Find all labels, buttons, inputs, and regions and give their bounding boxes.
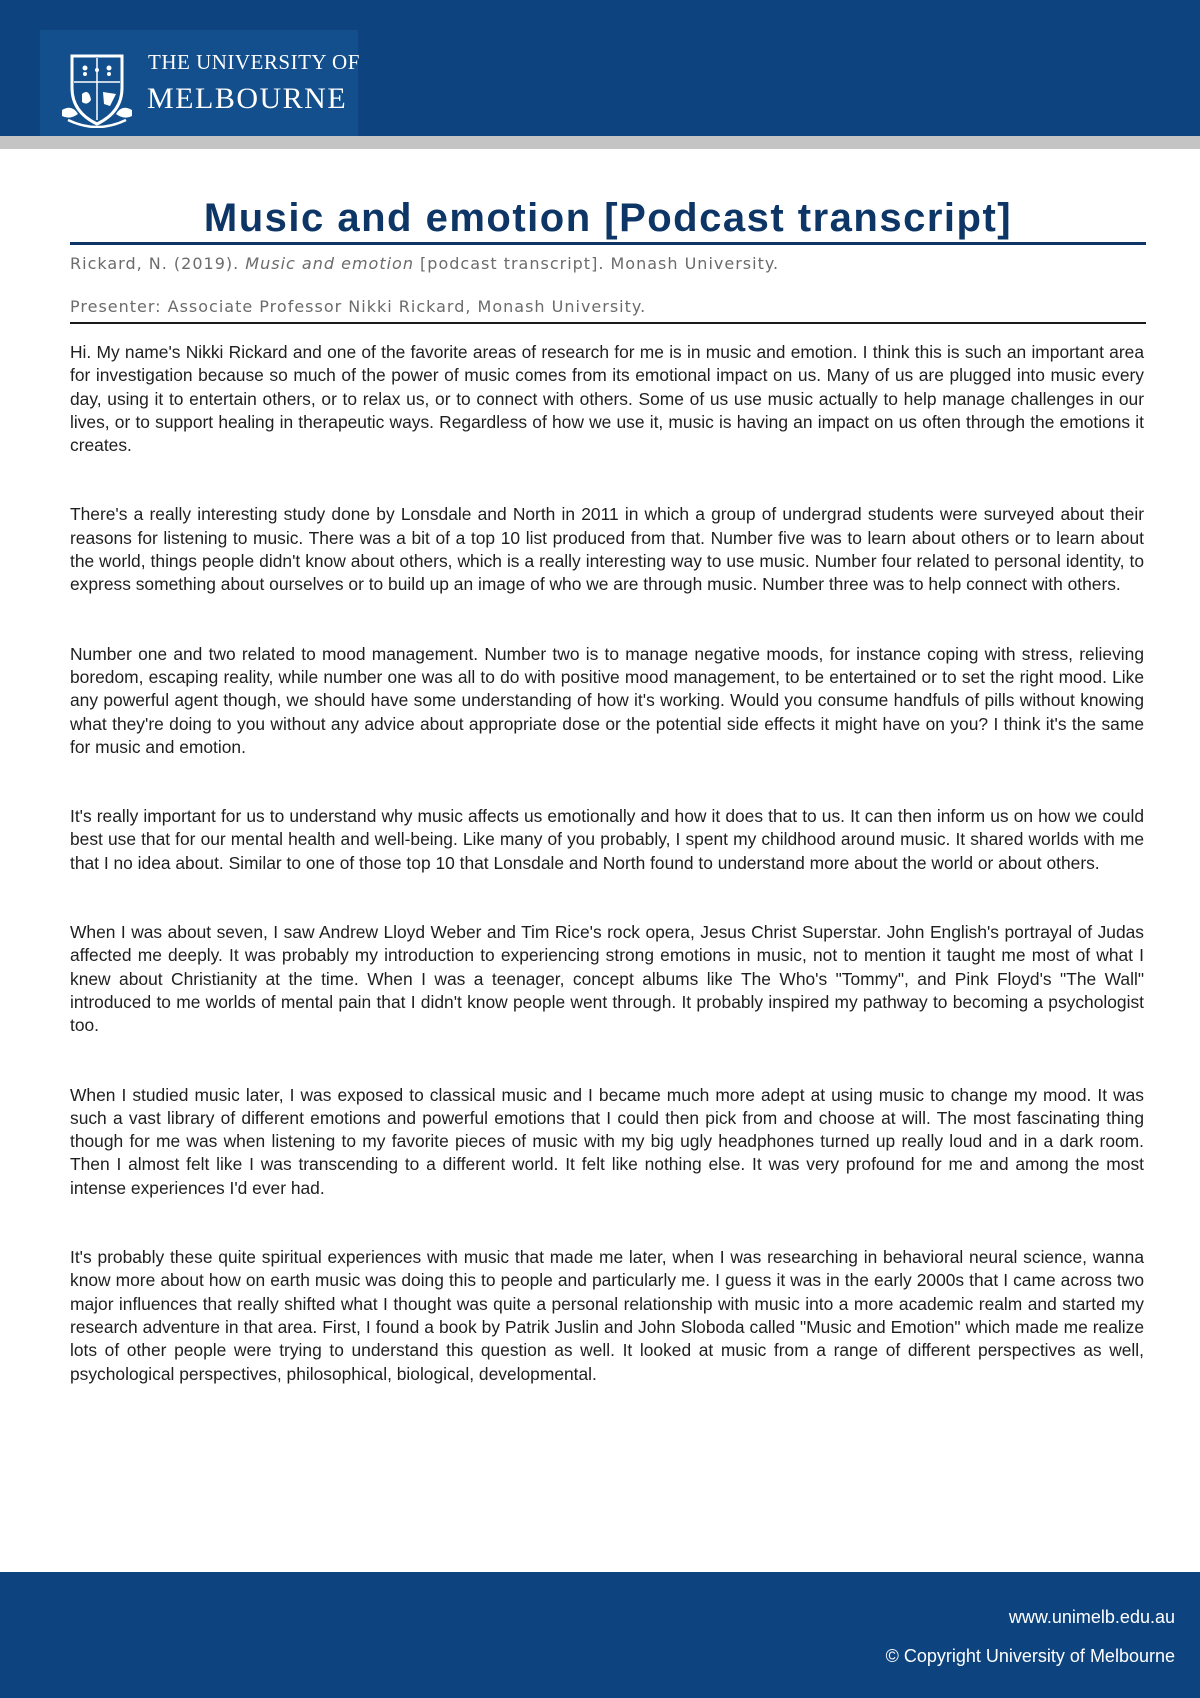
page-footer	[0, 1572, 1200, 1698]
citation-prefix: Rickard, N. (2019).	[70, 254, 246, 273]
transcript-paragraph: It's really important for us to understand why music affects us emotionally and how it does that to us. It can then inform us on how we could best use that for our mental health and well-being. Like many of you probably, I spent my childhood around music. It shared worlds with me that I no idea about. Similar to one of those top 10 that Lonsdale and North found to understand more about the world or about others.	[70, 806, 1144, 873]
transcript-paragraph: When I studied music later, I was exposed to classical music and I became much more adept at using music to change my mood. It was such a vast library of different emotions and powerful emotions that I could then pick from and choose at will. The most fascinating thing though for me was when listening to my favorite pieces of music with my big ugly headphones turned up really loud and in a dark room. Then I almost felt like I was transcending to a different world. It felt like nothing else. It was very profound for me and among the most intense experiences I'd ever had.	[70, 1084, 1144, 1198]
transcript-paragraph: Number one and two related to mood management. Number two is to manage negative moods, for instance coping with stress, relieving boredom, escaping reality, while number one was all to do with positive mood management, to be entertained or to set the right mood. Like any powerful agent though, we should have some understanding of how it's working. Would you consume handfuls of pills without knowing what they're doing to you without any advice about appropriate dose or the potential side effects it might have on you? I think it's the same for music and emotion.	[70, 643, 1144, 757]
logo-text-line2: MELBOURNE	[147, 82, 348, 115]
logo-text-line1: THE UNIVERSITY OF	[148, 50, 360, 74]
crest-icon	[58, 48, 136, 128]
footer-copyright: © Copyright University of Melbourne	[885, 1646, 1175, 1666]
transcript-paragraph: Hi. My name's Nikki Rickard and one of the favorite areas of research for me is in music and emotion. I think this is such an important area for investigation because so much of the power of music comes from its emotional impact on us. Many of us are plugged into music every day, using it to entertain others, or to relax us, or to connect with others. Some of us use music actually to help manage challenges in our lives, or to support healing in therapeutic ways. Regardless of how we use it, music is having an impact on us often through the emotions it creates.	[70, 342, 1144, 456]
page-header	[0, 0, 1200, 136]
university-logo[interactable]	[40, 30, 358, 136]
citation-suffix: [podcast transcript]. Monash University.	[413, 254, 780, 273]
document-title: Music and emotion [Podcast transcript]	[203, 196, 1013, 240]
transcript-body	[70, 341, 1144, 1432]
citation	[70, 254, 1146, 273]
footer-website-link[interactable]: www.unimelb.edu.au	[1008, 1607, 1175, 1627]
meta-divider	[70, 322, 1146, 324]
title-underline	[70, 242, 1146, 245]
presenter-line: Presenter: Associate Professor Nikki Rickard, Monash University.	[70, 297, 647, 316]
transcript-paragraph: When I was about seven, I saw Andrew Lloyd Weber and Tim Rice's rock opera, Jesus Christ Superstar. John English's portrayal of Judas affected me deeply. It was probably my introduction to experiencing strong emotions in music, not to mention it taught me most of what I knew about Christianity at the time. When I was a teenager, concept albums like The Who's "Tommy", and Pink Floyd's "The Wall" introduced to me worlds of mental pain that I didn't know people went through. It probably inspired my pathway to becoming a psychologist too.	[70, 922, 1144, 1036]
header-divider	[0, 136, 1200, 149]
transcript-paragraph: There's a really interesting study done by Lonsdale and North in 2011 in which a group of undergrad students were surveyed about their reasons for listening to music. There was a bit of a top 10 list produced from that. Number five was to learn about others or to learn about the world, things people didn't know about others, which is a really interesting way to use music. Number four related to personal identity, to express something about ourselves or to build up an image of who we are through music. Number three was to help connect with others.	[70, 504, 1144, 595]
transcript-paragraph: It's probably these quite spiritual experiences with music that made me later, when I was researching in behavioral neural science, wanna know more about how on earth music was doing this to people and particularly me. I guess it was in the early 2000s that I came across two major influences that really shifted what I thought was quite a personal relationship with music into a more academic realm and started my research adventure in that area. First, I found a book by Patrik Juslin and John Sloboda called "Music and Emotion" which made me realize lots of other people were trying to understand this question as well. It looked at music from a range of different perspectives as well, psychological perspectives, philosophical, biological, developmental.	[70, 1247, 1144, 1384]
citation-work-title: Music and emotion	[245, 254, 414, 273]
